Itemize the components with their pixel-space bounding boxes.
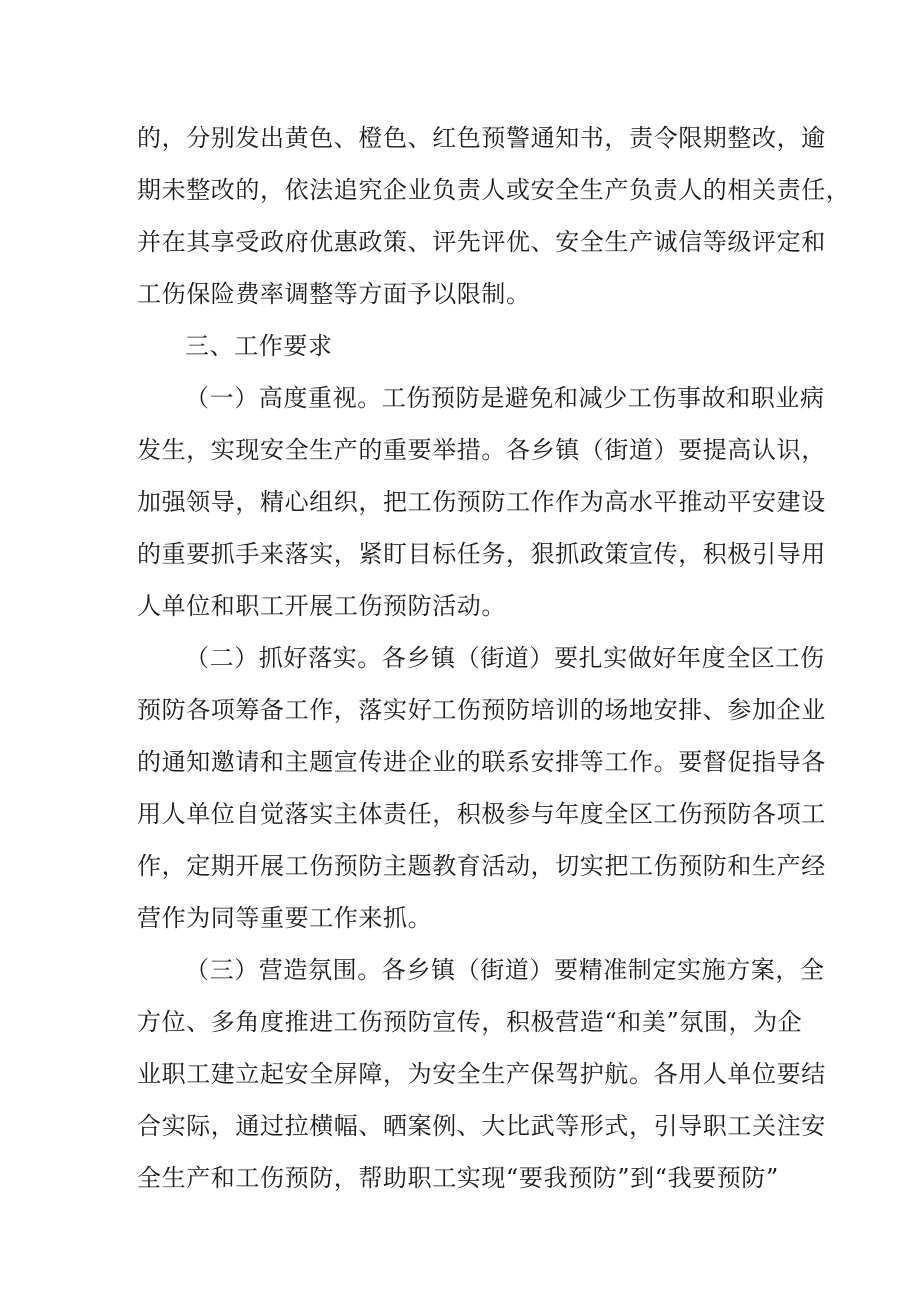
intro-line-3: 并在其享受政府优惠政策、评先评优、安全生产诚信等级评定和 [137, 228, 826, 256]
paragraph-1-line-2: 发生，实现安全生产的重要举措。各乡镇（街道）要提高认识， [137, 436, 826, 464]
paragraph-2-line-1: （二）抓好落实。各乡镇（街道）要扎实做好年度全区工伤 [185, 644, 825, 672]
paragraph-1-line-3: 加强领导，精心组织，把工伤预防工作作为高水平推动平安建设 [137, 488, 826, 516]
paragraph-3-line-3: 业职工建立起安全屏障，为安全生产保驾护航。各用人单位要结 [137, 1060, 826, 1088]
paragraph-3-line-1: （三）营造氛围。各乡镇（街道）要精准制定实施方案，全 [185, 956, 825, 984]
paragraph-1-line-1: （一）高度重视。工伤预防是避免和减少工伤事故和职业病 [185, 384, 825, 412]
intro-line-2: 期未整改的，依法追究企业负责人或安全生产负责人的相关责任， [137, 176, 851, 204]
paragraph-2-line-3: 的通知邀请和主题宣传进企业的联系安排等工作。要督促指导各 [137, 748, 826, 776]
paragraph-1-line-4: 的重要抓手来落实，紧盯目标任务，狠抓政策宣传，积极引导用 [137, 540, 826, 568]
paragraph-3-line-2: 方位、多角度推进工伤预防宣传，积极营造“和美”氛围，为企 [137, 1008, 803, 1036]
paragraph-2-line-4: 用人单位自觉落实主体责任，积极参与年度全区工伤预防各项工 [137, 800, 826, 828]
section-heading: 三、工作要求 [185, 332, 333, 360]
intro-line-1: 的，分别发出黄色、橙色、红色预警通知书，责令限期整改，逾 [137, 124, 826, 152]
paragraph-1-line-5: 人单位和职工开展工伤预防活动。 [137, 592, 506, 620]
paragraph-2-line-5: 作，定期开展工伤预防主题教育活动，切实把工伤预防和生产经 [137, 852, 826, 880]
paragraph-2-line-2: 预防各项筹备工作，落实好工伤预防培训的场地安排、参加企业 [137, 696, 826, 724]
intro-line-4: 工伤保险费率调整等方面予以限制。 [137, 280, 531, 308]
paragraph-3-line-5: 全生产和工伤预防，帮助职工实现“要我预防”到“我要预防” [137, 1164, 779, 1192]
paragraph-2-line-6: 营作为同等重要工作来抓。 [137, 904, 433, 932]
paragraph-3-line-4: 合实际，通过拉横幅、晒案例、大比武等形式，引导职工关注安 [137, 1112, 826, 1140]
